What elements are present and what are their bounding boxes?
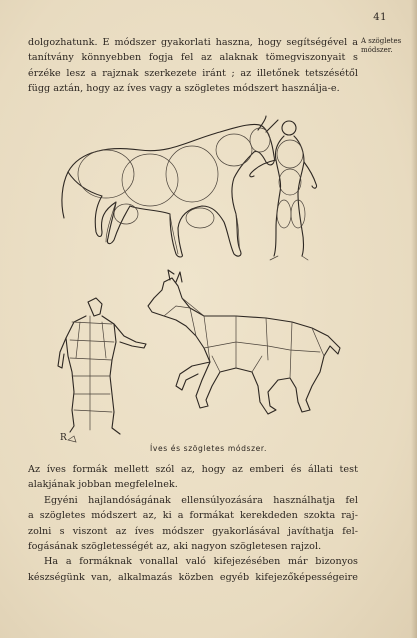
horse-angular-drawing: [148, 270, 340, 414]
man-angular-drawing: [58, 298, 146, 442]
man-curved-drawing: [250, 121, 317, 260]
figure-caption: Íves és szögletes módszer.: [150, 444, 267, 453]
text-line: készségünk van, alkalmazás közben egyéb kifejezőképességeire: [28, 571, 358, 583]
text-line: függ aztán, hogy az íves vagy a szögletes módszert használja-e.: [28, 83, 340, 95]
horse-curved-drawing: [62, 116, 278, 257]
text-line: a szögletes módszert az, ki a formákat kerekdeden szokta raj-: [28, 510, 358, 522]
text-line: Egyéni hajlandóságának ellensúlyozására használhatja fel: [44, 494, 358, 506]
text-line: dolgozhatunk. E módszer gyakorlati haszna, hogy segítségével a: [28, 37, 358, 48]
page-edge-shadow: [411, 0, 417, 638]
bottom-paragraphs: [28, 462, 358, 585]
margin-note: A szögletes módszer.: [361, 37, 402, 54]
illustration-figure: [40, 110, 350, 445]
text-line: fogásának szögletességét az, aki nagyon szögletesen rajzol.: [28, 541, 322, 553]
text-line: Az íves formák mellett szól az, hogy az emberi és állati test: [28, 464, 358, 475]
text-line: tanítvány könnyebben fogja fel az alaknak tömegviszonyait s: [28, 52, 358, 64]
text-line: Ha a formáknak vonallal való kifejezésében már bizonyos: [44, 556, 358, 568]
top-paragraph: [28, 35, 358, 97]
figure-drawing: [40, 110, 350, 445]
page-number: 41: [373, 12, 387, 23]
text-line: alakjának jobban megfelelnek.: [28, 479, 178, 491]
text-line: érzéke lesz a rajznak szerkezete iránt ; az illetőnek tetszésétől: [28, 67, 358, 79]
artist-monogram: R: [60, 433, 67, 443]
text-line: zolni s viszont az íves módszer gyakorlásával javíthatja fel-: [28, 525, 358, 537]
